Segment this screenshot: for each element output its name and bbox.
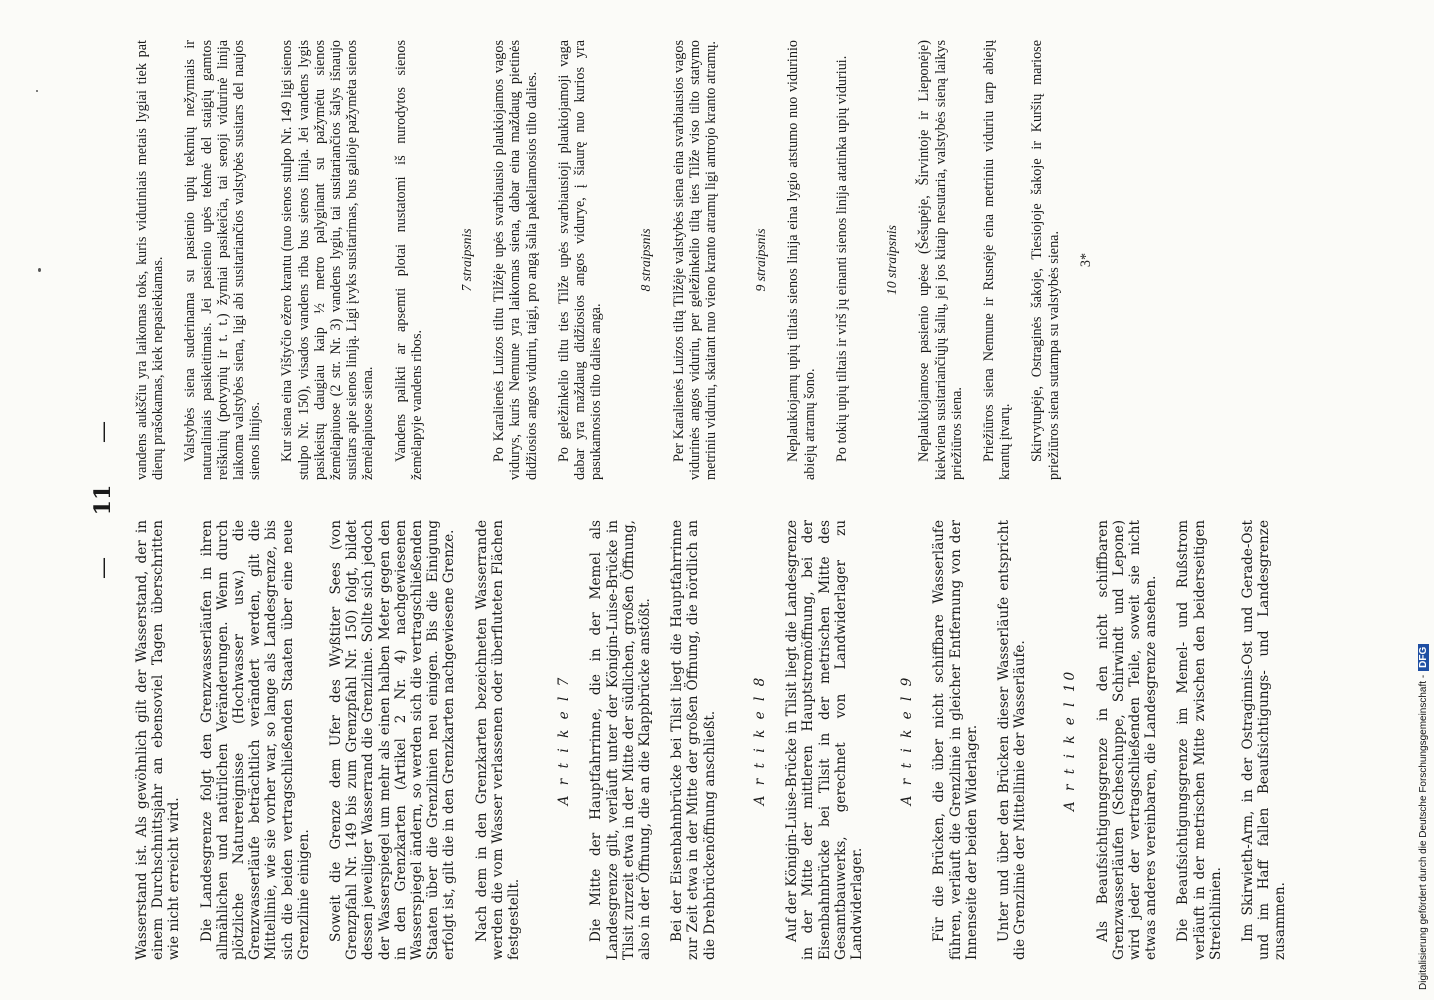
article-8-heading: A r t i k e l 8	[751, 674, 768, 806]
german-paragraph: Wasserstand ist. Als gewöhnlich gilt der Wasserstand, der in einem Durchschnittsjahr an ebensoviel Tagen überschritten wie nicht erreicht wird.	[134, 520, 183, 960]
article-9-heading: A r t i k e l 9	[899, 674, 916, 806]
lithuanian-paragraph: Po geležinkelio tiltu ties Tilže upės svarbiausioji plaukiojamoji vaga dabar yra maždaug didžiosios angos vidurye, į šiaurę nuo kurios yra pasukamosios tilto dalies anga.	[555, 40, 605, 480]
article-10-heading: A r t i k e l 10	[1062, 668, 1079, 812]
german-paragraph: Auf der Königin-Luise-Brücke in Tilsit liegt die Landesgrenze in der Mitte der mittleren Hauptstromöffnung, bei der Eisenbahnbrücke bei Tilsit in der metrischen Mitte des Gesamtbauwerks, gerechnet von Landwiderlager zu Landwiderlager.	[784, 520, 865, 960]
german-paragraph: Für die Brücken, die über nicht schiffbare Wasserläufe führen, verläuft die Grenzlinie in gleicher Entfernung von der Innenseite der beiden Widerlager.	[931, 520, 980, 960]
credit-text: Digitalisierung gefördert durch die Deutsche Forschungsgemeinschaft -	[1418, 674, 1429, 990]
article-7-heading: A r t i k e l 7	[556, 674, 573, 806]
scan-speck	[38, 268, 41, 272]
lithuanian-paragraph: Valstybės siena suderinama su pasienio upių tekmių nežymiais ir naturaliniais pasikeitimais. Jei pasienio upės tekmė del staigių gamtos reiškinių (potvynių ir t. t.) žymiai pasikeičia, tai senoji vidurinė linija laikoma valstybės siena, ligi abi susitariančios valstybės susitars del naujos sienos linijos.	[182, 40, 264, 480]
signature-mark: 3*	[1077, 252, 1094, 268]
lithuanian-paragraph: vandens aukščiu yra laikomas toks, kuris vidutiniais metais lygiai tiek pat dienų prašokamas, kiek nepasiekiamas.	[134, 40, 167, 480]
straipsnis-9-heading: 9 straipsnis	[753, 228, 769, 292]
german-paragraph: Die Beaufsichtigungsgrenze im Memel- und Rußstrom verläuft in der metrischen Mitte zwischen den beiderseitigen Streichlinien.	[1175, 520, 1224, 960]
lithuanian-paragraph: Skirvytupėje, Ostraginės šakoje, Tiesiojoje šakoje ir Kuršių mariose priežiūros siena sutampa su valstybės siena.	[1029, 40, 1062, 480]
german-paragraph: Unter und über den Brücken dieser Wasserläufe entspricht die Grenzlinie der Mittellinie der Wasserläufe.	[995, 520, 1029, 960]
straipsnis-8-heading: 8 straipsnis	[638, 228, 654, 292]
header-dash-left: —	[91, 556, 116, 579]
german-paragraph: Als Beaufsichtigungsgrenze in den nicht schiffbaren Grenzwasserläufen (Scheschuppe, Schirwindt und Lepone) wird jeder der vertragschließenden Teile, soweit sie nicht etwas anderes vereinbaren, die Landesgrenze ansehen.	[1094, 520, 1160, 960]
lithuanian-paragraph: Priežiūros siena Nemune ir Rusnėje eina metriniu viduriu tarp abiejų krantų įtvarų.	[980, 40, 1014, 480]
lithuanian-paragraph: Per Karalienės Luizos tiltą Tilžėje valstybės siena eina svarbiausios vagos vidurinės angos viduriu, per geležinkelio tiltą ties Tilže viso tilto statymo metriniu viduriu, skaitant nuo vieno kranto atramų ligi antrojo kranto atramų.	[670, 40, 720, 480]
page-header	[90, 40, 126, 960]
german-paragraph: Die Mitte der Hauptfahrrinne, die in der Memel als Landesgrenze gilt, verläuft unter der Königin-Luise-Brücke in Tilsit zurzeit etwa in der Mitte der südlichen, großen Öffnung, also in der Öffnung, die an die Klappbrücke anstößt.	[588, 520, 654, 960]
german-paragraph: Nach dem in den Grenzkarten bezeichneten Wasserrande werden die vom Wasser verlassenen oder überfluteten Flächen festgestellt.	[473, 520, 523, 960]
german-paragraph: Soweit die Grenze dem Ufer des Wyßtiter Sees (von Grenzpfahl Nr. 149 bis zum Grenzpfahl Nr. 150) folgt, bildet dessen jeweiliger Wasserrand die Grenzlinie. Sollte sich jedoch der Wasserspiegel um mehr als einen halben Meter gegen den in den Grenzkarten (Artikel 2 Nr. 4) nachgewiesenen Wasserspiegel ändern, so werden sich die vertragschließenden Staaten über die Grenzlinien neu einigen. Bis die Einigung erfolgt ist, gilt die in den Grenzkarten nachgewiesene Grenze.	[328, 520, 458, 960]
lithuanian-paragraph: Po Karalienės Luizos tiltu Tilžėje upės svarbiausio plaukiojamos vagos vidurys, kuris Nemune yra laikomas siena, dabar eina maždaug pietinės didžiosios angos viduriu, taigi, pro angą šalia pakeliamosios tilto dalies.	[491, 40, 540, 480]
straipsnis-7-heading: 7 straipsnis	[459, 228, 475, 292]
german-paragraph: Die Landesgrenze folgt den Grenzwasserläufen in ihren allmählichen und natürlichen Veränderungen. Wenn durch plötzliche Naturereignisse (Hochwasser usw.) die Grenzwasserläufe beträchtlich verändert werden, gilt die Mittellinie, wie sie vorher war, so lange als Landesgrenze, bis sich die beiden vertragschließenden Staaten über eine neue Grenzlinie einigen.	[198, 520, 312, 960]
german-column	[134, 520, 1289, 960]
german-paragraph: Im Skirwieth-Arm, in der Ostraginnis-Ost und Gerade-Ost und im Haff fallen Beaufsichtigungs- und Landesgrenze zusammen.	[1239, 520, 1289, 960]
dfg-logo: DFG	[1418, 644, 1429, 671]
header-dash-right: —	[91, 421, 116, 444]
scan-speck	[36, 90, 38, 92]
german-paragraph: Bei der Eisenbahnbrücke bei Tilsit liegt die Hauptfahrrinne zur Zeit etwa in der Mitte der großen Öffnung, die nördlich an die Drehbrückenöffnung anschließt.	[669, 520, 718, 960]
lithuanian-paragraph: Kur siena eina Vištyčio ežero krantu (nuo sienos stulpo Nr. 149 ligi sienos stulpo Nr. 150), visados vandens riba bus sienos linija. Jei vandens lygis pasikeistų daugiau kaip ½ metro palyginant su pažymėtu sienos žemėlapiuose (2 str. Nr. 3) vandens lygiu, tai susitariančios šalys išnaujo susitars apie sienos liniją. Ligi įvyks susitarimas, bus galioje pažymėta sienos žemėlapiuose siena.	[279, 40, 377, 480]
straipsnis-10-heading: 10 straipsnis	[884, 225, 900, 295]
rotated-page-content	[90, 40, 1290, 960]
lithuanian-paragraph: Neplaukiojamų upių tiltais sienos linija eina lygio atstumo nuo vidurinio abiejų atramų šono.	[785, 40, 818, 480]
page-number: 11	[90, 484, 116, 516]
digitization-credit	[1418, 644, 1429, 990]
lithuanian-column	[134, 40, 1094, 480]
lithuanian-paragraph: Vandens palikti ar apsemti plotai nustatomi iš nurodytos sienos žemėlapyje vandens ribos.	[392, 40, 425, 480]
lithuanian-paragraph: Po tokių upių tiltais ir virš jų einanti sienos linija atatinka upių viduriui.	[833, 55, 850, 462]
lithuanian-paragraph: Neplaukiojamose pasienio upėse (Šešupėje, Širvintoje ir Lieponėje) kiekviena susitariančiųjų šalių, jei jos kitaip nesutaria, valstybės sieną laikys priežiūros siena.	[916, 40, 965, 480]
